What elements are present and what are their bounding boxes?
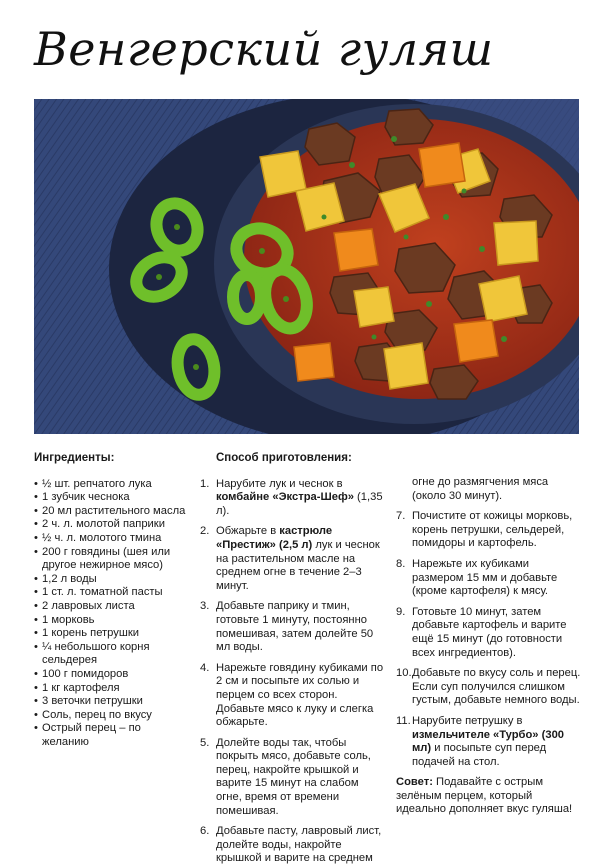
step-text: Добавьте по вкусу соль и перец. Если суп получился слишком густым, добавьте немного воды. <box>412 667 581 707</box>
method-step <box>200 525 386 593</box>
ingredient-item: • 1 морковь <box>34 614 186 628</box>
step-text: Нарубите петрушку в <box>412 714 523 727</box>
step-product: комбайне «Экстра-Шеф» <box>216 491 354 504</box>
cooking-tip <box>396 776 581 817</box>
step-number: 10. <box>396 667 412 680</box>
step-number: 9. <box>396 605 406 618</box>
step-text: Готовьте 10 минут, затем добавьте картофель и варите ещё 15 минут (до готовности всех ингредиентов). <box>412 605 567 659</box>
ingredient-item: • 1 зубчик чеснока <box>34 491 186 505</box>
ingredient-item: • 1 ст. л. томатной пасты <box>34 586 186 600</box>
step-number: 6. <box>200 825 210 838</box>
method-step <box>200 737 386 819</box>
step-text: Добавьте паприку и тмин, готовьте 1 минуту, постоянно помешивая, затем долейте 50 мл воды. <box>216 600 374 654</box>
ingredient-item: • 1,2 л воды <box>34 573 186 587</box>
step-6-continuation: огне до размягчения мяса (около 30 минут). <box>412 476 549 502</box>
step-text: Нарежьте их кубиками размером 15 мм и добавьте (кроме картофеля) к мясу. <box>412 557 558 598</box>
step-number: 4. <box>200 661 210 674</box>
method-section-continued <box>396 476 581 817</box>
step-text: Нарежьте говядину кубиками по 2 см и посыпьте их солью и перцем со всех сторон. Добавьте мясо к луку и слегка обжарьте. <box>216 661 384 729</box>
ingredients-heading: Ингредиенты: <box>34 452 115 464</box>
step-text: Почистите от кожицы морковь, корень петрушки, сельдерей, помидоры и картофель. <box>412 510 573 550</box>
tip-label: Совет: <box>396 776 433 789</box>
method-section <box>200 452 386 866</box>
method-step <box>396 715 581 769</box>
step-text: (1,35 л). <box>216 491 383 517</box>
goulash-illustration <box>34 99 579 434</box>
method-step <box>396 510 581 551</box>
method-step <box>396 606 581 660</box>
goulash-photo <box>34 99 579 434</box>
step-number: 7. <box>396 510 406 523</box>
step-product: измельчителе «Турбо» (300 мл) <box>412 728 565 755</box>
ingredient-item: • ½ шт. репчатого лука <box>34 478 186 492</box>
step-text: и посыпьте суп перед подачей на стол. <box>412 742 547 768</box>
ingredient-item: • Острый перец – по желанию <box>34 722 186 749</box>
method-steps <box>200 478 386 866</box>
step-number: 1. <box>200 477 210 490</box>
method-step <box>200 825 386 866</box>
ingredient-item: • 2 лавровых листа <box>34 600 186 614</box>
method-step <box>200 478 386 519</box>
tip-text: Подавайте с острым зелёным перцем, который идеально дополняет вкус гуляша! <box>396 776 573 816</box>
ingredient-item: • Соль, перец по вкусу <box>34 709 186 723</box>
page-title: Венгерский гуляш <box>34 22 494 76</box>
ingredients-section <box>34 452 186 749</box>
ingredient-item: • 1 корень петрушки <box>34 627 186 641</box>
ingredient-item: • 100 г помидоров <box>34 668 186 682</box>
ingredient-item: • 3 веточки петрушки <box>34 695 186 709</box>
ingredients-list <box>34 478 186 750</box>
step-text: Добавьте пасту, лавровый лист, долейте воды, накройте крышкой и варите на среднем <box>216 825 382 865</box>
method-step <box>200 600 386 654</box>
ingredient-item: • ¼ небольшого корня сельдерея <box>34 641 186 668</box>
step-number: 11. <box>396 714 411 727</box>
step-text: Нарубите лук и чеснок в <box>216 477 343 490</box>
step-number: 5. <box>200 736 210 749</box>
ingredient-item: • 1 кг картофеля <box>34 682 186 696</box>
ingredient-item: • ½ ч. л. молотого тмина <box>34 532 186 546</box>
step-product: кастрюле «Престиж» (2,5 л) <box>216 525 333 551</box>
ingredient-item: • 20 мл растительного масла <box>34 505 186 519</box>
step-text: лук и чеснок на растительном масле на среднем огне в течение 2–3 минут. <box>216 538 380 592</box>
method-step <box>200 662 386 730</box>
step-text: Долейте воды так, чтобы покрыть мясо, добавьте соль, перец, накройте крышкой и варите 15 минут на слабом огне, время от времени помешивая. <box>216 736 371 817</box>
step-text: Обжарьте в <box>216 525 280 538</box>
step-number: 8. <box>396 557 406 570</box>
step-number: 3. <box>200 600 210 613</box>
method-step <box>396 558 581 599</box>
method-step <box>396 667 581 708</box>
step-number: 2. <box>200 525 210 538</box>
ingredient-item: • 200 г говядины (шея или другое нежирное мясо) <box>34 546 186 573</box>
ingredient-item: • 2 ч. л. молотой паприки <box>34 518 186 532</box>
method-heading: Способ приготовления: <box>216 452 352 464</box>
